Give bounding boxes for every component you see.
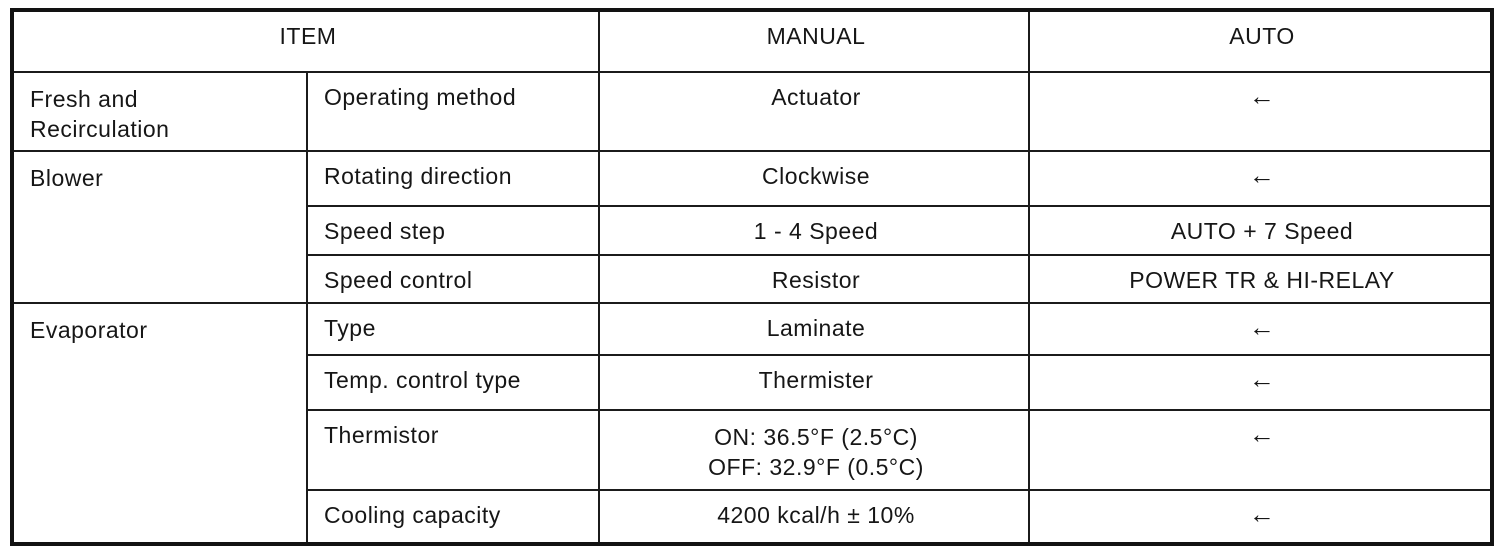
left-arrow-ditto-icon: ← [1248,419,1276,449]
auto-value [1029,151,1492,206]
left-arrow-ditto-icon: ← [1248,312,1276,342]
group-label-line: Recirculation [30,116,170,142]
row-label-cooling-capacity: Cooling capacity [307,490,599,544]
group-label-line: Fresh and [30,86,139,112]
manual-value: 1 - 4 Speed [599,206,1029,255]
group-label-line: Evaporator [30,317,148,343]
table-row [12,303,1492,355]
auto-value [1029,490,1492,544]
group-label-blower [12,151,307,303]
auto-value [1029,72,1492,151]
manual-value: Thermister [599,355,1029,410]
manual-value: Laminate [599,303,1029,355]
auto-value [1029,355,1492,410]
thermistor-on-value: ON: 36.5°F (2.5°C) [714,424,918,450]
row-label-speed-control: Speed control [307,255,599,303]
auto-value [1029,303,1492,355]
table-row [12,72,1492,151]
row-label-thermistor: Thermistor [307,410,599,490]
manual-value: 4200 kcal/h ± 10% [599,490,1029,544]
auto-value: AUTO + 7 Speed [1029,206,1492,255]
auto-value: POWER TR & HI-RELAY [1029,255,1492,303]
left-arrow-ditto-icon: ← [1248,81,1276,111]
row-label-rotating-direction: Rotating direction [307,151,599,206]
row-label-temp-control-type: Temp. control type [307,355,599,410]
left-arrow-ditto-icon: ← [1248,364,1276,394]
group-label-evaporator [12,303,307,544]
group-label-line: Blower [30,165,104,191]
row-label-speed-step: Speed step [307,206,599,255]
auto-value [1029,410,1492,490]
thermistor-off-value: OFF: 32.9°F (0.5°C) [708,454,924,480]
manual-value: Resistor [599,255,1029,303]
row-label-type: Type [307,303,599,355]
manual-value [599,410,1029,490]
col-header-auto: AUTO [1029,10,1492,72]
manual-value: Actuator [599,72,1029,151]
left-arrow-ditto-icon: ← [1248,160,1276,190]
table-row [12,151,1492,206]
row-label-operating-method: Operating method [307,72,599,151]
col-header-item: ITEM [12,10,599,72]
hvac-specification-table [10,8,1494,546]
manual-value: Clockwise [599,151,1029,206]
col-header-manual: MANUAL [599,10,1029,72]
header-row [12,10,1492,72]
group-label-fresh-and-recirculation [12,72,307,151]
left-arrow-ditto-icon: ← [1248,499,1276,529]
